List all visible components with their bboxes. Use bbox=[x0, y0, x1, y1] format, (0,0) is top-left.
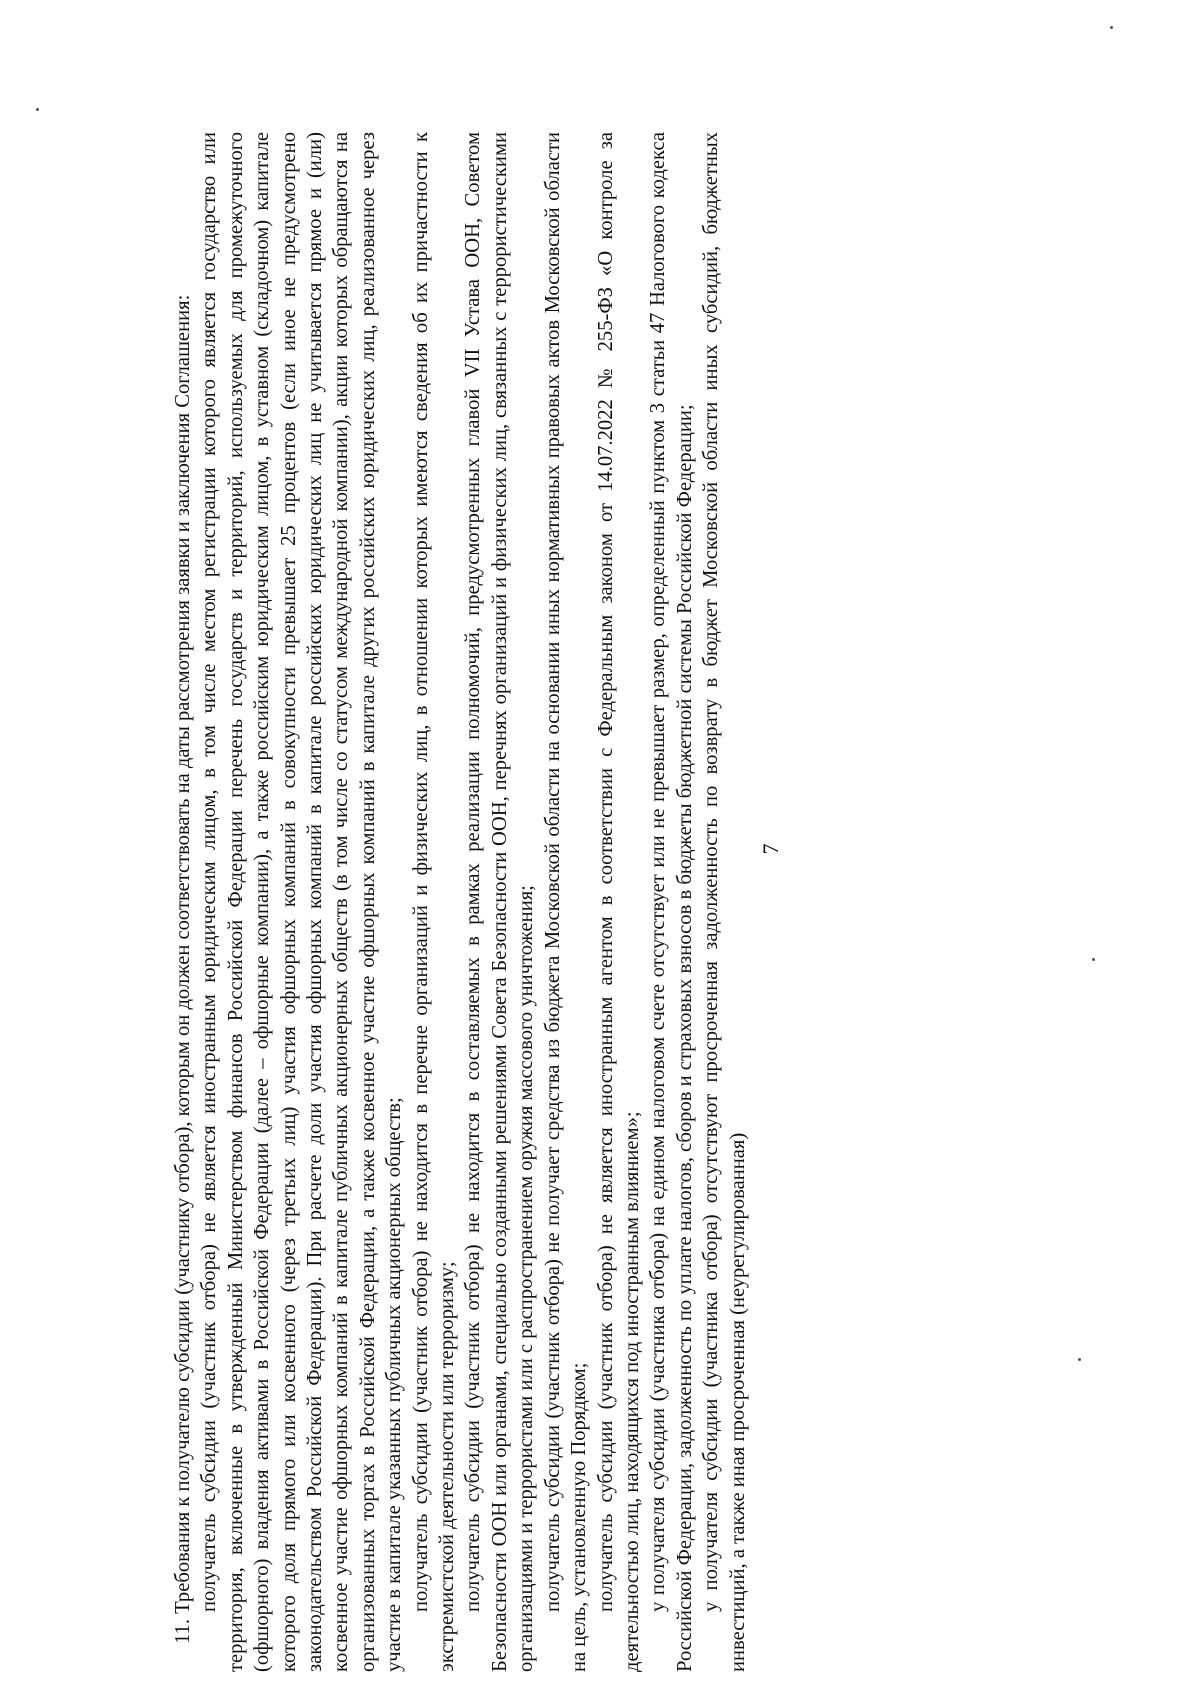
paragraph-tax-debt-requirement: у получателя субсидии (участника отбора) на едином налоговом счете отсутствует или не превышает размер, определенный пунктом 3 статьи 47 Налогового кодекса Российской Федерации, задолженность по уплате налогов, сборов и страховых взносов в бюджеты бюджетной системы Российской Федерации; bbox=[647, 132, 696, 1672]
paragraph-offshore-requirement: получатель субсидии (участник отбора) не является иностранным юридическим лицом, в том числе местом регистрации которого является государство или территория, включенные в утвержденный Министерством финансов Российской Федерации перечень государств и территорий, используемых для промежуточного (офшорного) владения активами в Российской Федерации (далее – офшорные компании), а также российским юридическим лицом, в уставном (складочном) капитале которого доля прямого или косвенного (через третьих лиц) участия офшорных компаний в совокупности превышает 25 процентов (если иное не предусмотрено законодательством Российской Федерации). При расчете доли участия офшорных компаний в капитале российских юридических лиц не учитывается прямое и (или) косвенное участие офшорных компаний в капитале публичных акционерных обществ (в том числе со статусом международной компании), акции которых обращаются на организованных торгах в Российской Федерации, а также косвенное участие офшорных компаний в капитале других российских юридических лиц, реализованное через участие в капитале указанных публичных акционерных обществ; bbox=[198, 132, 406, 1672]
paragraph-requirements-heading: 11. Требования к получателю субсидии (участнику отбора), которым он должен соответствовать на даты рассмотрения заявки и заключения Соглашения: bbox=[172, 294, 194, 1644]
scan-speck bbox=[1110, 26, 1113, 29]
scan-speck bbox=[36, 108, 39, 111]
scan-speck bbox=[1092, 958, 1095, 961]
document-body bbox=[170, 132, 1050, 1672]
paragraph-un-sanctions-requirement: получатель субсидии (участник отбора) не находится в составляемых в рамках реализации полномочий, предусмотренных главой VII Устава ООН, Советом Безопасности ООН или органами, специально созданными решениями Совета Безопасности ООН, перечнях организаций и физических лиц, связанных с террористическими организациями и террористами или с распространением оружия массового уничтожения; bbox=[462, 132, 538, 1672]
paragraph-overdue-debt-requirement: у получателя субсидии (участника отбора) отсутствуют просроченная задолженность по возврату в бюджет Московской области иных субсидий, бюджетных инвестиций, а также иная просроченная (неурегулированная) bbox=[700, 132, 749, 1672]
paragraph-no-other-funding-requirement: получатель субсидии (участник отбора) не получает средства из бюджета Московской области на основании иных нормативных правовых актов Московской области на цель, установленную Порядком; bbox=[541, 132, 591, 1672]
page-number: 7 bbox=[758, 843, 783, 855]
scan-speck bbox=[1078, 1358, 1081, 1361]
paragraph-extremism-requirement: получатель субсидии (участник отбора) не находится в перечне организаций и физических лиц, в отношении которых имеются сведения об их причастности к экстремистской деятельности или терроризму; bbox=[409, 132, 459, 1672]
paragraph-foreign-agent-requirement: получатель субсидии (участник отбора) не является иностранным агентом в соответствии с Федеральным законом от 14.07.2022 № 255-ФЗ «О контроле за деятельностью лиц, находящихся под иностранным влиянием»; bbox=[594, 132, 643, 1672]
